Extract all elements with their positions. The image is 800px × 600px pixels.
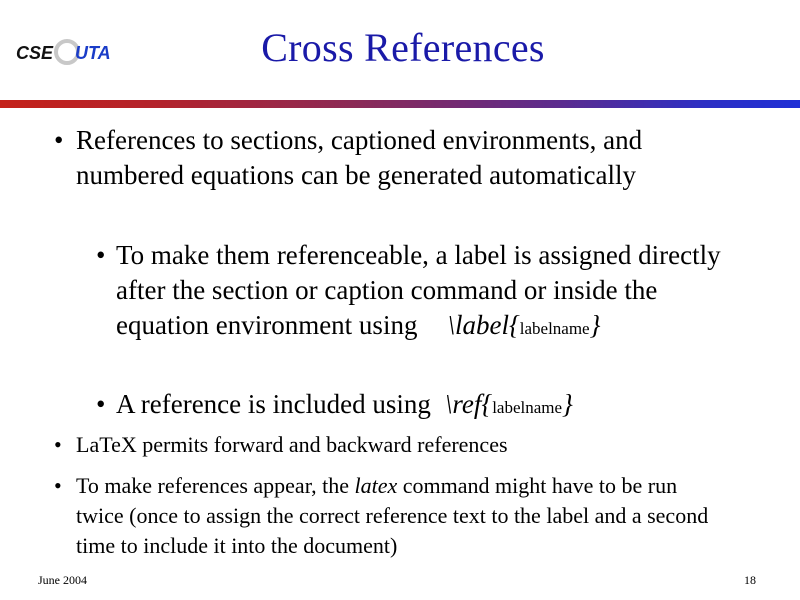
bullet-text-start: To make references appear, the bbox=[76, 473, 355, 498]
command-argument: labelname bbox=[492, 398, 563, 417]
command-name: \ref{ bbox=[444, 389, 493, 419]
logo-left-text: CSE bbox=[16, 43, 54, 63]
bullet-text: References to sections, captioned environments, and numbered equations can be generated automatically bbox=[76, 125, 643, 190]
command-argument: labelname bbox=[519, 319, 590, 338]
bullet-dot: • bbox=[96, 389, 106, 419]
bullet-dot: • bbox=[54, 473, 62, 498]
bullet-item-1 bbox=[54, 123, 716, 193]
latex-ref-command bbox=[445, 389, 573, 419]
logo-right-text: UTA bbox=[75, 43, 111, 63]
latex-program-name: latex bbox=[354, 473, 398, 498]
footer-date: June 2004 bbox=[38, 573, 87, 587]
bullet-dot: • bbox=[54, 432, 62, 457]
bullet-dot: • bbox=[54, 125, 64, 155]
command-name: \label{ bbox=[447, 310, 520, 340]
command-close: } bbox=[589, 310, 601, 340]
bullet-dot: • bbox=[96, 240, 106, 270]
bullet-text-end: command might have to be run twice (once to assign the correct reference text to the label and a second time to include it into the document) bbox=[76, 473, 709, 558]
slide-title: Cross References bbox=[261, 25, 545, 70]
bullet-item-4 bbox=[54, 430, 736, 460]
command-close: } bbox=[562, 389, 573, 419]
bullet-text: A reference is included using bbox=[116, 389, 431, 419]
footer-page-number: 18 bbox=[744, 573, 756, 587]
bullet-item-2 bbox=[96, 238, 756, 346]
latex-label-command bbox=[447, 310, 600, 340]
bullet-item-5 bbox=[54, 471, 716, 561]
bullet-text: To make them referenceable, a label is assigned directly after the section or caption command or inside the equation environment using bbox=[116, 240, 721, 340]
bullet-item-3 bbox=[96, 387, 756, 425]
bullet-text: LaTeX permits forward and backward references bbox=[76, 432, 508, 457]
